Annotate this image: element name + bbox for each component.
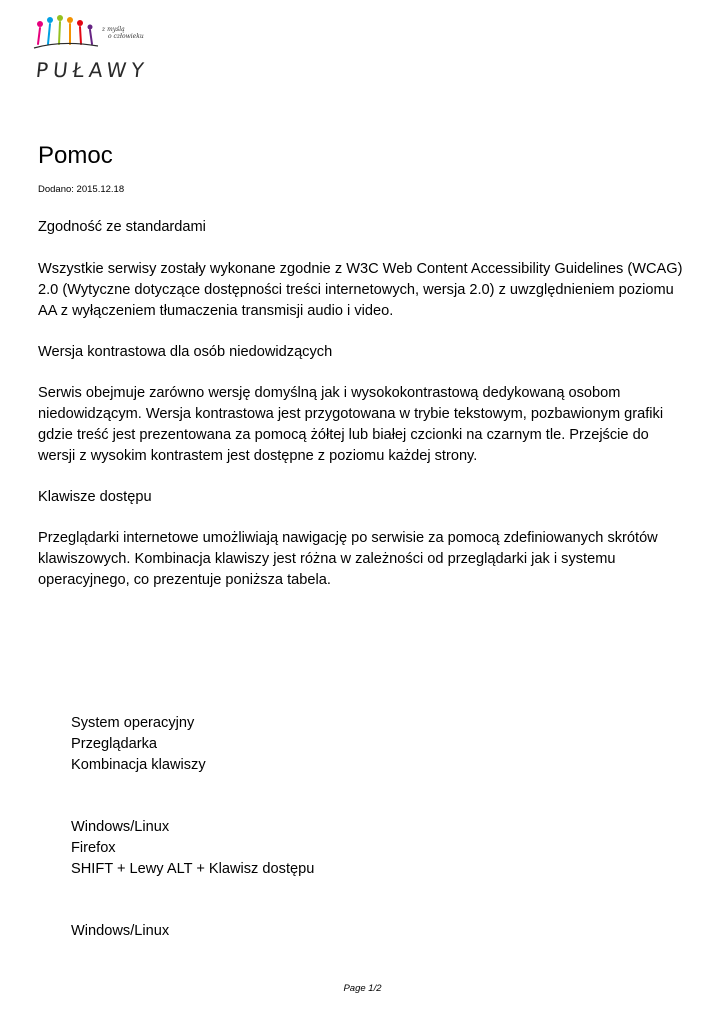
section-body-standards: Wszystkie serwisy zostały wykonane zgodnie z W3C Web Content Accessibility Guidelines (WCAG) 2.0 (Wytyczne dotyczące dostępności treści internetowych, wersja 2.0) z uwzględnieniem poziomu AA z wyłączeniem tłumaczenia transmisji audio i video. (38, 261, 683, 319)
table-row (71, 921, 169, 942)
table-row (71, 817, 314, 880)
page-title: Pomoc (38, 142, 113, 169)
table-cell-keys: SHIFT + Lewy ALT + Klawisz dostępu (71, 861, 315, 877)
table-header-system: System operacyjny (71, 715, 195, 731)
section-heading-standards: Zgodność ze standardami (38, 219, 206, 235)
section-body-access-keys: Przeglądarki internetowe umożliwiają nawigację po serwisie za pomocą zdefiniowanych skrótów klawiszowych. Kombinacja klawiszy jest różna w zależności od przeglądarki jak i systemu operacyjnego, co prezentuje poniższa tabela. (38, 530, 658, 588)
logo-tagline-line-2: o człowieku (108, 33, 144, 40)
section-heading-contrast: Wersja kontrastowa dla osób niedowidzących (38, 344, 333, 360)
table-header-keys: Kombinacja klawiszy (71, 757, 206, 773)
logo-wordmark: PUŁAWY (34, 58, 150, 82)
table-cell-system: Windows/Linux (71, 923, 170, 939)
publish-date: Dodano: 2015.12.18 (38, 184, 125, 195)
logo-tagline (102, 26, 144, 40)
site-logo (32, 14, 150, 86)
table-cell-system: Windows/Linux (71, 819, 170, 835)
section-body-contrast: Serwis obejmuje zarówno wersję domyślną jak i wysokokontrastową dedykowaną osobom niedowidzącym. Wersja kontrastowa jest przygotowana w trybie tekstowym, pozbawionym grafiki gdzie treść jest prezentowana za pomocą żółtej lub białej czcionki na czarnym tle. Przejście do wersji z wysokim kontrastem jest dostępne z poziomu każdej strony. (38, 385, 664, 464)
table-cell-browser: Firefox (71, 840, 116, 856)
table-header-row (71, 713, 206, 776)
logo-figures-icon (32, 14, 102, 54)
page-number: Page 1/2 (343, 983, 382, 994)
section-heading-access-keys: Klawisze dostępu (38, 489, 152, 505)
logo-tagline-line-1: z myślą (102, 26, 125, 33)
table-header-browser: Przeglądarka (71, 736, 157, 752)
